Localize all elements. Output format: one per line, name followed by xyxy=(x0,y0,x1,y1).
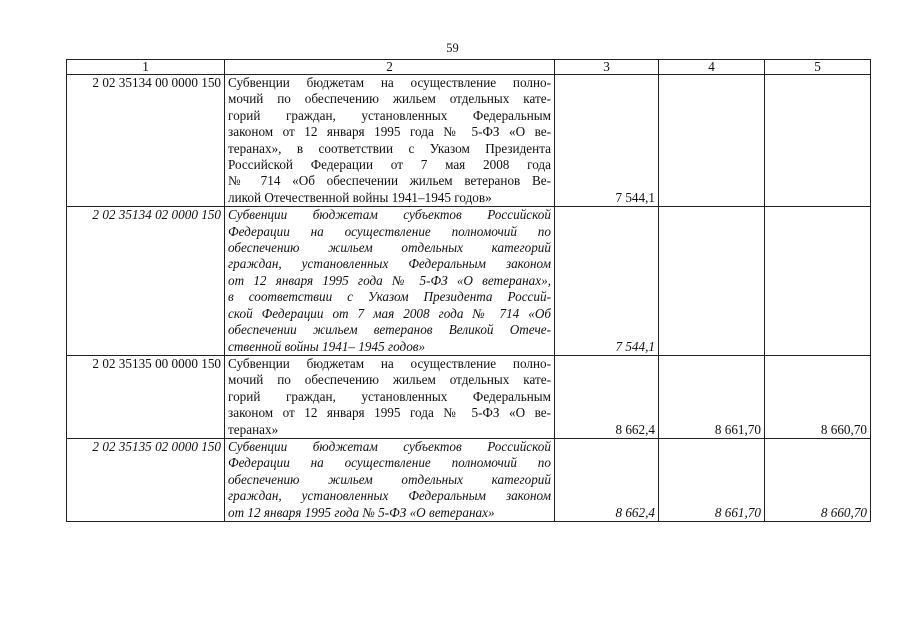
description-line: от 12 января 1995 года № 5-ФЗ «О ветеранах», xyxy=(228,272,551,288)
amount-cell-col5: 8 660,70 xyxy=(765,355,871,438)
amount-cell-col3: 7 544,1 xyxy=(555,75,659,207)
description-line: законом от 12 января 1995 года № 5-ФЗ «О ве- xyxy=(228,405,551,421)
amount-cell-col3: 7 544,1 xyxy=(555,207,659,356)
description-cell xyxy=(225,355,555,438)
description-line: законом от 12 января 1995 года № 5-ФЗ «О ве- xyxy=(228,124,551,140)
table-row xyxy=(67,75,871,207)
description-line: мочий по обеспечению жильем отдельных кате- xyxy=(228,372,551,388)
description-line: теранах» xyxy=(228,421,279,437)
budget-table xyxy=(66,59,871,522)
description-line: Субвенции бюджетам на осуществление полно- xyxy=(228,355,551,371)
description-line: Федерации на осуществление полномочий по xyxy=(228,455,551,471)
description-line: теранах», в соответствии с Указом Президента xyxy=(228,140,551,156)
column-header-3: 3 xyxy=(555,60,659,75)
amount-cell-col5 xyxy=(765,75,871,207)
amount-cell-col5: 8 660,70 xyxy=(765,438,871,521)
description-line: горий граждан, установленных Федеральным xyxy=(228,388,551,404)
amount-cell-col4 xyxy=(659,75,765,207)
description-line: обеспечении жильем ветеранов Великой Отече- xyxy=(228,322,551,338)
description-line: ликой Отечественной войны 1941–1945 годов» xyxy=(228,189,492,205)
table-row xyxy=(67,438,871,521)
description-line: в соответствии с Указом Президента Россий- xyxy=(228,289,551,305)
description-line: Российской Федерации от 7 мая 2008 года xyxy=(228,157,551,173)
description-line: обеспечению жильем отдельных категорий xyxy=(228,240,551,256)
table-header-row xyxy=(67,60,871,75)
description-line: от 12 января 1995 года № 5-ФЗ «О ветеранах» xyxy=(228,504,495,520)
description-line: граждан, установленных Федеральным законом xyxy=(228,488,551,504)
description-line: Федерации на осуществление полномочий по xyxy=(228,223,551,239)
column-header-2: 2 xyxy=(225,60,555,75)
table-row xyxy=(67,355,871,438)
amount-cell-col4 xyxy=(659,207,765,356)
description-line: ской Федерации от 7 мая 2008 года № 714 «Об xyxy=(228,305,551,321)
budget-code-cell: 2 02 35134 00 0000 150 xyxy=(67,75,225,207)
amount-cell-col3: 8 662,4 xyxy=(555,438,659,521)
description-cell xyxy=(225,207,555,356)
column-header-5: 5 xyxy=(765,60,871,75)
column-header-1: 1 xyxy=(67,60,225,75)
amount-cell-col4: 8 661,70 xyxy=(659,355,765,438)
description-line: Субвенции бюджетам на осуществление полно- xyxy=(228,75,551,90)
table-row xyxy=(67,207,871,356)
description-line: Субвенции бюджетам субъектов Российской xyxy=(228,438,551,454)
description-line: мочий по обеспечению жильем отдельных кате- xyxy=(228,91,551,107)
description-cell xyxy=(225,438,555,521)
description-line: обеспечению жильем отдельных категорий xyxy=(228,471,551,487)
description-line: граждан, установленных Федеральным законом xyxy=(228,256,551,272)
page-number: 59 xyxy=(446,41,459,55)
description-line: № 714 «Об обеспечении жильем ветеранов Ве- xyxy=(228,173,551,189)
amount-cell-col3: 8 662,4 xyxy=(555,355,659,438)
budget-code-cell: 2 02 35135 00 0000 150 xyxy=(67,355,225,438)
description-line: Субвенции бюджетам субъектов Российской xyxy=(228,207,551,223)
description-line: горий граждан, установленных Федеральным xyxy=(228,107,551,123)
description-cell xyxy=(225,75,555,207)
amount-cell-col4: 8 661,70 xyxy=(659,438,765,521)
column-header-4: 4 xyxy=(659,60,765,75)
table-body xyxy=(67,75,871,522)
budget-code-cell: 2 02 35134 02 0000 150 xyxy=(67,207,225,356)
amount-cell-col5 xyxy=(765,207,871,356)
budget-code-cell: 2 02 35135 02 0000 150 xyxy=(67,438,225,521)
description-line: ственной войны 1941– 1945 годов» xyxy=(228,338,426,354)
